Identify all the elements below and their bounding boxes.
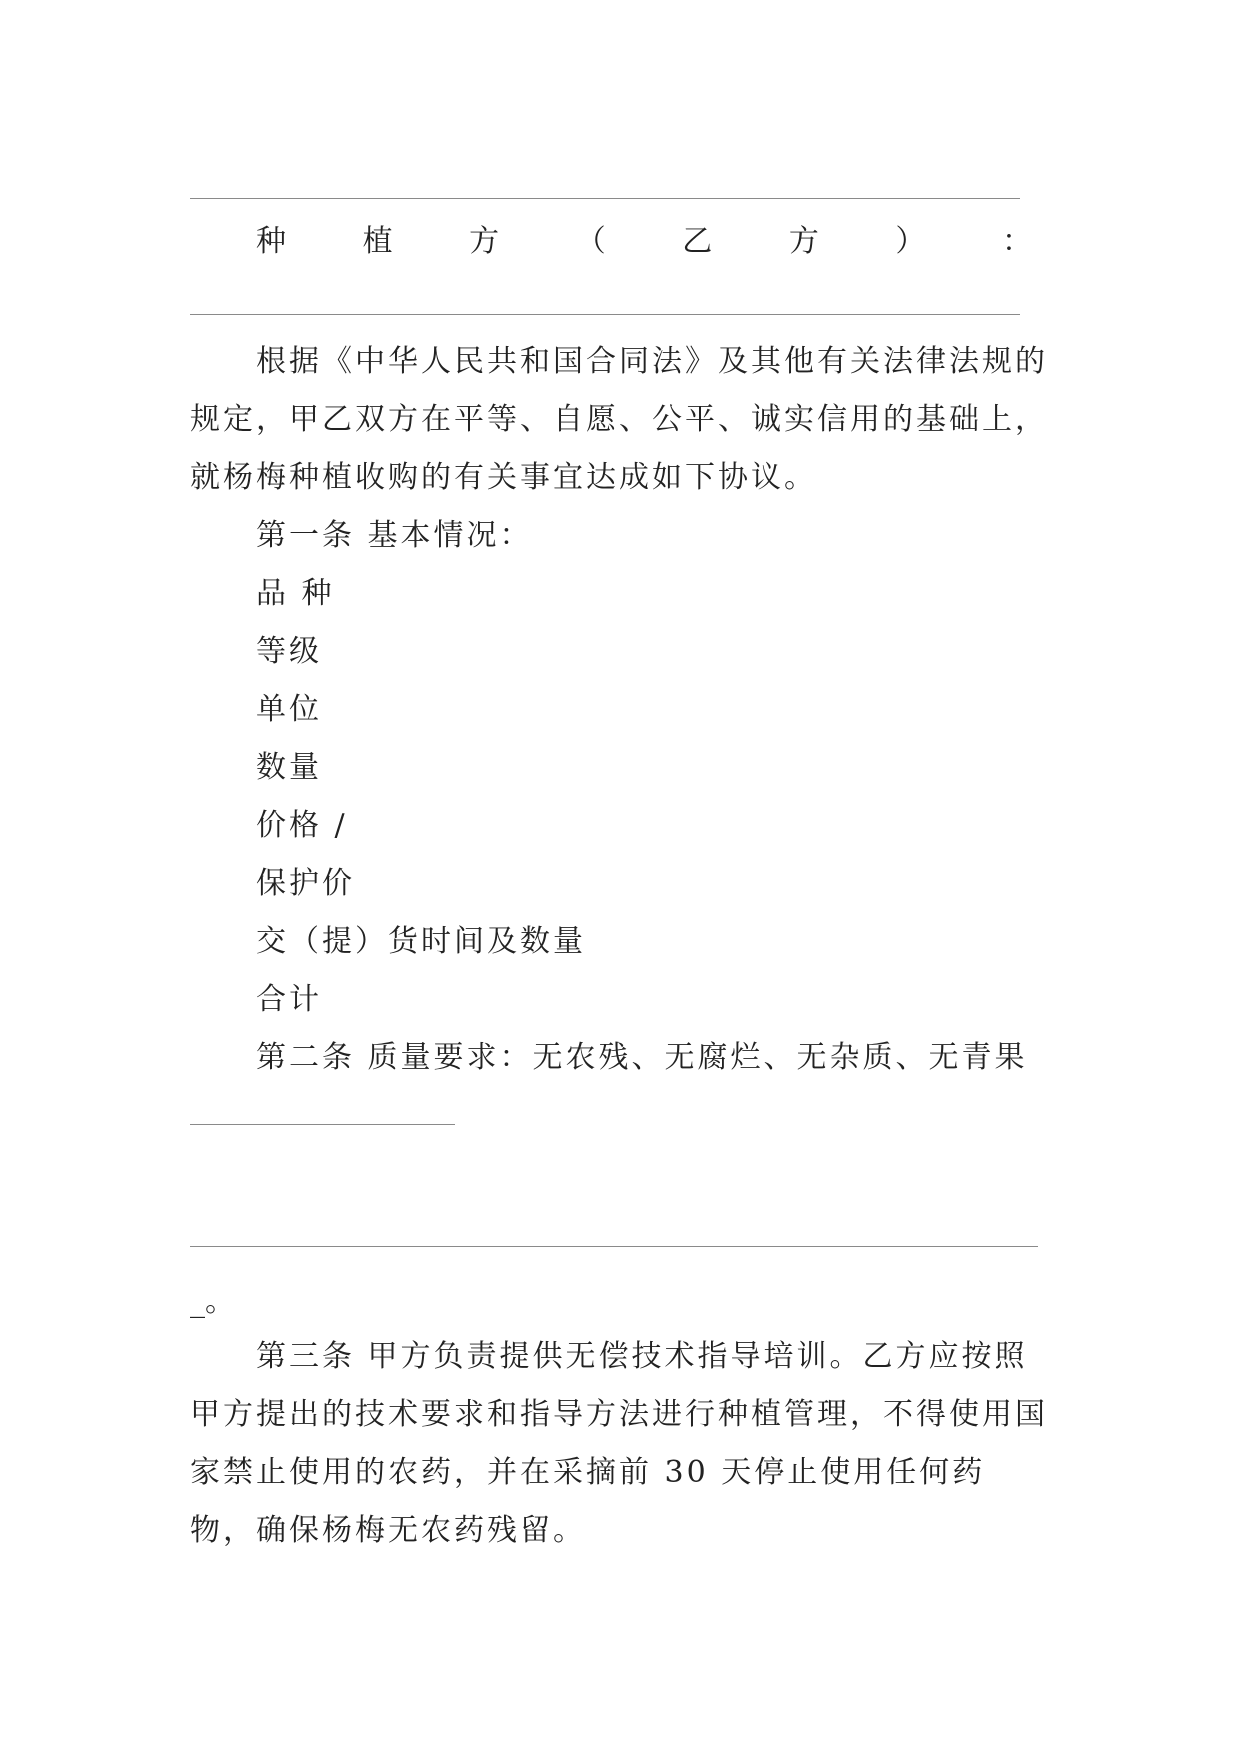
party-b-char: 植: [362, 224, 393, 259]
article-2-quality: 第二条 质量要求：无农残、无腐烂、无杂质、无青果: [256, 1040, 1028, 1075]
party-b-char: 方: [788, 224, 819, 259]
field-grade: 等级: [256, 634, 322, 669]
field-variety: 品 种: [256, 576, 335, 611]
party-b-char: （: [575, 224, 606, 259]
field-unit: 单位: [256, 692, 322, 727]
blank-underline: [190, 1124, 455, 1125]
blank-underline: [190, 198, 1020, 199]
field-quantity: 数量: [256, 750, 322, 785]
party-b-char: 种: [256, 224, 286, 259]
party-b-char: ）: [895, 224, 926, 259]
article-2-end: _。: [190, 1284, 235, 1319]
party-b-char: ：: [1001, 224, 1032, 259]
article-3-paragraph: 第三条 甲方负责提供无偿技术指导培训。乙方应按照甲方提出的技术要求和指导方法进行种植管理，不得使用国家禁止使用的农药，并在采摘前 30 天停止使用任何药物，确保杨梅无农药残留。: [190, 1339, 1048, 1548]
field-protection-price: 保护价: [256, 866, 355, 901]
intro-paragraph: 根据《中华人民共和国合同法》及其他有关法律法规的规定，甲乙双方在平等、自愿、公平、诚实信用的基础上，就杨梅种植收购的有关事宜达成如下协议。: [190, 344, 1048, 495]
party-b-label: [256, 222, 1032, 262]
blank-underline: [190, 314, 1020, 315]
field-total: 合计: [256, 982, 322, 1017]
party-b-char: 乙: [682, 224, 713, 259]
article-1-heading: 第一条 基本情况：: [256, 518, 533, 553]
blank-underline: [190, 1246, 1038, 1247]
field-delivery-time: 交（提）货时间及数量: [256, 924, 586, 959]
field-price: 价格 /: [256, 808, 348, 843]
party-b-char: 方: [469, 224, 500, 259]
